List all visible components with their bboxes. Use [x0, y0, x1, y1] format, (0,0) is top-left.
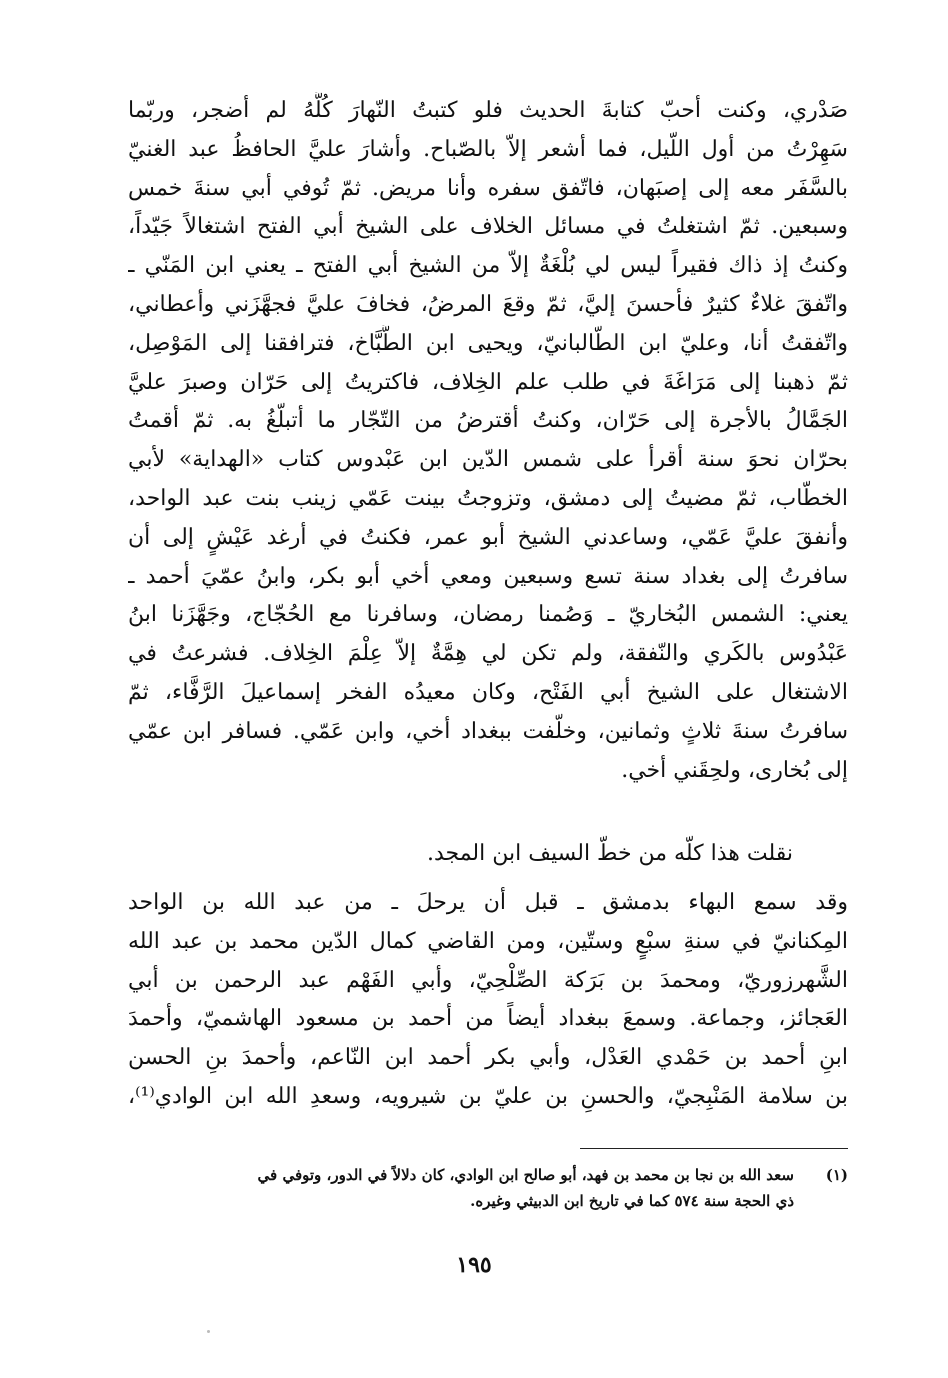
- text-line: المِكنانيّ في سنةِ سبْعٍ وستّين، ومن القاضي كمال الدّين محمد بن عبد الله: [128, 928, 848, 954]
- text-line: الخطّاب، ثمّ مضيتُ إلى دمشق، وتزوجتُ بينت عَمّي زينب بنت عبد الواحد،: [128, 485, 848, 511]
- footnote-marker: (١): [825, 1166, 848, 1184]
- text-line: الاشتغال على الشيخ أبي الفَتْح، وكان معيدُه الفخر إسماعيلَ الرَّفَّاء، ثمّ: [128, 679, 848, 705]
- text-line: واتّفقَ غلاءٌ كثيرٌ فأحسنَ إليَّ، ثمّ وقعَ المرضُ، فخافَ عليَّ فجهَّزَني وأعطاني،: [128, 291, 848, 317]
- scan-speck: [207, 1330, 210, 1333]
- page-number: ١٩٥: [456, 1252, 492, 1278]
- text-line: سافرتُ سنةَ ثلاثٍ وثمانين، وخلّفت ببغداد أخي، وابن عَمّي. فسافر ابن عمّي: [128, 718, 848, 744]
- text-line: العَجائز، وجماعة. وسمعَ ببغداد أيضاً من أحمد بن مسعود الهاشميّ، وأحمدَ: [128, 1006, 848, 1032]
- text-line: واتّفقتُ أنا، وعليّ ابن الطّالبانيّ، ويحيى ابن الطَّبَّاخ، فترافقنا إلى المَوْصِل،: [128, 330, 848, 356]
- text-line: الشَّهرزوريّ، ومحمدَ بن بَرَكة الصِّلْحِيّ، وأبي الفَهْم عبد الرحمن بن أبي: [128, 967, 848, 993]
- text-line: بحرّان نحوَ سنة أقرأ على شمس الدّين ابن عَبْدوس كتاب «الهداية» لأبي: [128, 447, 848, 473]
- footnotes: [128, 1162, 848, 1214]
- text-line: وكنتُ إذ ذاك فقيراً ليس لي بُلْغَةٌ إلاّ من الشيخ أبي الفتح ـ يعني ابن المَنّي ـ: [128, 253, 848, 279]
- paragraph-main: [128, 92, 848, 790]
- text-line: وقد سمع البهاء بدمشق ـ قبل أن يرحلَ ـ من عبد الله بن الواحد: [128, 890, 848, 915]
- text-line: سَهِرْتُ من أول اللّيل، فما أشعر إلاّ بالصّباح. وأشارَ عليَّ الحافظُ عبد الغنيّ: [128, 136, 848, 162]
- text-line: يعني: الشمس البُخاريّ ـ وَصُمنا رمضان، وسافرنا مع الحُجّاج، وجَهَّزَنا ابنُ: [128, 602, 848, 628]
- text-line: ثمّ ذهبنا إلى مَرَاغَةَ في طلب علم الخِلاف، فاكتريتُ إلى حَرّان وصبرَ عليَّ: [128, 369, 848, 395]
- text-line: إلى بُخارى، ولحِقَني أخي.: [621, 757, 848, 783]
- footnote-separator: [580, 1148, 848, 1149]
- text-line: بن سلامة المَنْبِجيّ، والحسنِ بن عليّ بن شيرويه، وسعدِ الله ابن الوادي⁽¹⁾،: [128, 1083, 848, 1109]
- text-line: عَبْدُوس بالكَري والنّفقة، ولم تكن لي هِمَّةٌ إلاّ عِلْمَ الخِلاف. فشرعتُ في: [128, 641, 848, 667]
- text-line: صَدْري، وكنت أحبّ كتابةَ الحديث فلو كتبتُ النّهارَ كُلَّهُ لم أضجر، وربّما: [128, 98, 848, 123]
- footnote-text: سعد الله بن نجا بن محمد بن فهد، أبو صالح ابن الوادي، كان دلالاً في الدور، وتوفي في: [257, 1166, 794, 1184]
- footnote-line: [128, 1162, 848, 1188]
- text-line: وأنفقَ عليَّ عَمّي، وساعدني الشيخ أبو عمر، فكنتُ في أرغد عَيْشٍ إلى أن: [128, 524, 848, 550]
- text-line: وسبعين. ثمّ اشتغلتُ في مسائل الخلاف على الشيخ أبي الفتح اشتغالاً جَيّداً،: [128, 214, 848, 240]
- source-note: نقلت هذا كلّه من خطّ السيف ابن المجد.: [426, 841, 793, 866]
- paragraph-second: [128, 884, 848, 1117]
- footnote-line: ذي الحجة سنة ٥٧٤ كما في تاريخ ابن الدبيثي وغيره.: [470, 1192, 794, 1210]
- text-line: سافرتُ إلى بغداد سنة تسع وسبعين ومعي أخي أبو بكر، وابنُ عمّيَ أحمد ـ: [128, 563, 848, 589]
- text-line: الجَمَّالُ بالأجرة إلى حَرّان، وكنتُ أقترضُ من التّجّار ما أتبلّغُ به. ثمّ أقمتُ: [128, 408, 848, 434]
- text-line: ابنِ أحمد بن حَمْدي العَدْل، وأبي بكر أحمد ابن النّاعم، وأحمدَ بنِ الحسن: [128, 1045, 848, 1071]
- text-line: بالسَّفَر معه إلى إصبَهان، فاتّفق سفره وأنا مريض. ثمّ تُوفي أبي سنةَ خمس: [128, 175, 848, 201]
